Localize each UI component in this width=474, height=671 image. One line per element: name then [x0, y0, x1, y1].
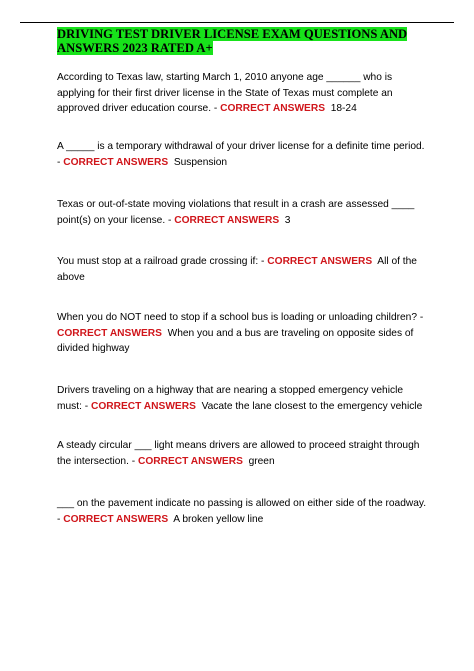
answer-text: green [248, 455, 275, 467]
top-rule [20, 22, 454, 23]
answer-label: CORRECT ANSWERS [267, 256, 373, 267]
answer-label: CORRECT ANSWERS [63, 513, 169, 525]
question-text: Texas or out-of-state moving violations that result in a crash are assessed ____ point(s) on your license. [57, 199, 415, 226]
question-text: According to Texas law, starting March 1, 2010 anyone age ______ who is applying for their first driver license in the State of Texas must complete an approved driver education course. [57, 72, 393, 114]
qa-item-7: A steady circular ___ light means drivers are allowed to proceed straight through the intersection. - CORRECT ANSWERS green [57, 440, 420, 467]
question-text: When you do NOT need to stop if a school bus is loading or unloading children? [57, 312, 417, 323]
qa-item-5: When you do NOT need to stop if a school bus is loading or unloading children? - CORRECT ANSWERS When you and a bus are traveling on opposite sides of divided highway [57, 312, 424, 354]
question-text: ___ on the pavement indicate no passing is allowed on either side of the roadway. [57, 498, 427, 509]
question-text: A _____ is a temporary withdrawal of your driver license for a definite time period. [57, 141, 425, 152]
answer-label: CORRECT ANSWERS [137, 455, 243, 467]
qa-item-4: You must stop at a railroad grade crossing if: - CORRECT ANSWERS All of the above [57, 256, 417, 283]
answer-label: CORRECT ANSWERS [63, 156, 169, 168]
answer-label: CORRECT ANSWERS [220, 103, 326, 114]
answer-text: All of the above [57, 256, 417, 283]
answer-text: Suspension [173, 156, 228, 168]
answer-text: When you and a bus are traveling on opposite sides of divided highway [57, 327, 414, 354]
answer-label: CORRECT ANSWERS [90, 400, 196, 412]
qa-item-2: A _____ is a temporary withdrawal of your driver license for a definite time period. - CORRECT ANSWERS Suspension [57, 141, 425, 168]
document-title [57, 27, 417, 55]
question-text: Drivers traveling on a highway that are nearing a stopped emergency vehicle must: [57, 385, 404, 412]
answer-text: 18-24 [330, 103, 357, 114]
answer-label: CORRECT ANSWERS [174, 214, 280, 226]
qa-item-8: ___ on the pavement indicate no passing is allowed on either side of the roadway. - CORRECT ANSWERS A broken yellow line [57, 498, 427, 525]
qa-item-1: According to Texas law, starting March 1, 2010 anyone age ______ who is applying for their first driver license in the State of Texas must complete an approved driver education course. - CORRECT ANSWERS 18-24 [57, 72, 393, 114]
question-text: You must stop at a railroad grade crossing if: [57, 256, 259, 267]
answer-text: 3 [284, 214, 291, 226]
qa-item-6: Drivers traveling on a highway that are nearing a stopped emergency vehicle must: - CORRECT ANSWERS Vacate the lane closest to the emergency vehicle [57, 385, 423, 412]
qa-item-3: Texas or out-of-state moving violations that result in a crash are assessed ____ point(s) on your license. - CORRECT ANSWERS 3 [57, 199, 415, 226]
answer-text: A broken yellow line [173, 513, 264, 525]
answer-label: CORRECT ANSWERS [57, 327, 162, 339]
title-text: DRIVING TEST DRIVER LICENSE EXAM QUESTIONS AND ANSWERS 2023 RATED A+ [57, 27, 408, 55]
answer-text: Vacate the lane closest to the emergency vehicle [201, 400, 423, 412]
question-text: A steady circular ___ light means drivers are allowed to proceed straight through the intersection. [57, 440, 420, 467]
